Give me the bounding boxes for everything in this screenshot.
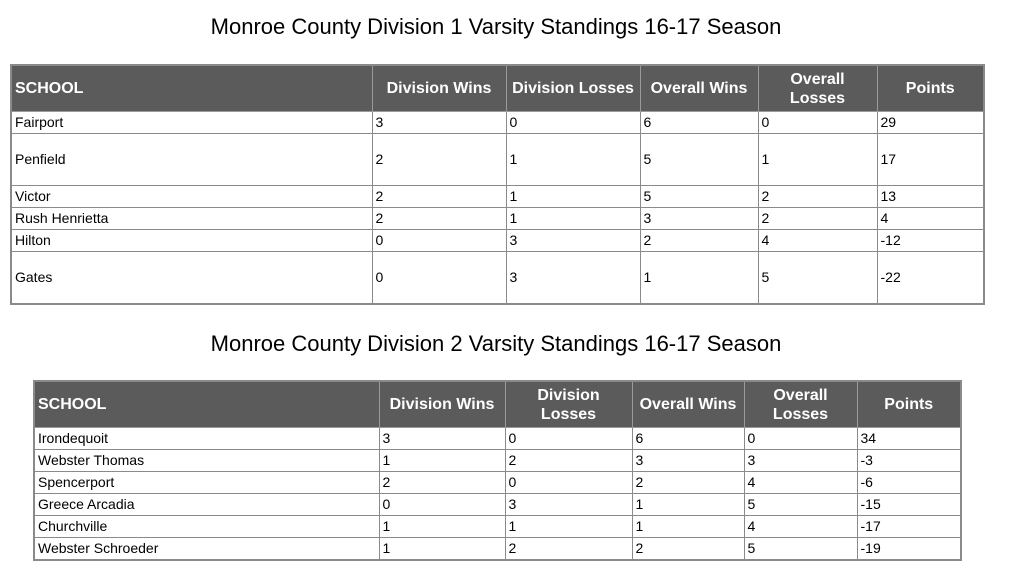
overall-wins-cell: 6 (640, 112, 758, 134)
school-cell: Spencerport (34, 472, 379, 494)
overall-wins-cell: 1 (640, 252, 758, 305)
table-row (11, 230, 984, 252)
division-wins-cell: 2 (372, 186, 506, 208)
division-wins-cell: 3 (372, 112, 506, 134)
points-cell: 4 (877, 208, 984, 230)
points-cell: 13 (877, 186, 984, 208)
table-row (34, 472, 961, 494)
division-wins-cell: 2 (372, 134, 506, 186)
overall-wins-cell: 5 (640, 186, 758, 208)
points-cell: -22 (877, 252, 984, 305)
overall-wins-cell: 1 (632, 516, 744, 538)
points-cell: 29 (877, 112, 984, 134)
school-cell: Gates (11, 252, 372, 305)
points-cell: -3 (857, 450, 961, 472)
table-header-row (34, 381, 961, 428)
school-cell: Penfield (11, 134, 372, 186)
overall-losses-cell: 1 (758, 134, 877, 186)
column-header-points: Points (857, 381, 961, 428)
division-losses-cell: 0 (505, 428, 632, 450)
points-cell: 34 (857, 428, 961, 450)
division-wins-cell: 1 (379, 538, 505, 561)
division-wins-cell: 0 (379, 494, 505, 516)
table-row (11, 134, 984, 186)
overall-losses-cell: 3 (744, 450, 857, 472)
division-losses-cell: 1 (506, 134, 640, 186)
school-cell: Hilton (11, 230, 372, 252)
table-header-row (11, 65, 984, 112)
division-wins-cell: 1 (379, 516, 505, 538)
overall-losses-cell: 0 (758, 112, 877, 134)
column-header-overall-losses: Overall Losses (744, 381, 857, 428)
school-cell: Rush Henrietta (11, 208, 372, 230)
column-header-points: Points (877, 65, 984, 112)
overall-wins-cell: 1 (632, 494, 744, 516)
division-wins-cell: 0 (372, 230, 506, 252)
division-losses-cell: 2 (505, 538, 632, 561)
overall-wins-cell: 2 (632, 538, 744, 561)
points-cell: 17 (877, 134, 984, 186)
school-cell: Fairport (11, 112, 372, 134)
overall-losses-cell: 4 (758, 230, 877, 252)
overall-losses-cell: 4 (744, 472, 857, 494)
column-header-overall-losses: Overall Losses (758, 65, 877, 112)
points-cell: -6 (857, 472, 961, 494)
school-cell: Webster Thomas (34, 450, 379, 472)
column-header-overall-wins: Overall Wins (640, 65, 758, 112)
overall-wins-cell: 2 (632, 472, 744, 494)
division-wins-cell: 0 (372, 252, 506, 305)
table-row (11, 186, 984, 208)
overall-losses-cell: 5 (744, 494, 857, 516)
division-losses-cell: 3 (505, 494, 632, 516)
overall-losses-cell: 4 (744, 516, 857, 538)
overall-wins-cell: 3 (632, 450, 744, 472)
division-wins-cell: 2 (372, 208, 506, 230)
table-row (34, 494, 961, 516)
table-row (34, 538, 961, 561)
school-cell: Churchville (34, 516, 379, 538)
overall-losses-cell: 5 (758, 252, 877, 305)
column-header-division-wins: Division Wins (379, 381, 505, 428)
division-losses-cell: 1 (505, 516, 632, 538)
table-row (11, 252, 984, 305)
table-row (11, 208, 984, 230)
division-losses-cell: 3 (506, 230, 640, 252)
division-losses-cell: 1 (506, 186, 640, 208)
overall-wins-cell: 5 (640, 134, 758, 186)
points-cell: -19 (857, 538, 961, 561)
division-losses-cell: 0 (505, 472, 632, 494)
table-row (34, 450, 961, 472)
column-header-school: SCHOOL (34, 381, 379, 428)
column-header-overall-wins: Overall Wins (632, 381, 744, 428)
table-row (34, 428, 961, 450)
division-wins-cell: 2 (379, 472, 505, 494)
division-wins-cell: 3 (379, 428, 505, 450)
column-header-school: SCHOOL (11, 65, 372, 112)
table-row (34, 516, 961, 538)
overall-wins-cell: 2 (640, 230, 758, 252)
column-header-division-losses: Division Losses (505, 381, 632, 428)
division1-standings-table (10, 64, 985, 305)
points-cell: -15 (857, 494, 961, 516)
table-row (11, 112, 984, 134)
overall-wins-cell: 3 (640, 208, 758, 230)
school-cell: Victor (11, 186, 372, 208)
overall-losses-cell: 5 (744, 538, 857, 561)
overall-losses-cell: 2 (758, 208, 877, 230)
school-cell: Greece Arcadia (34, 494, 379, 516)
school-cell: Webster Schroeder (34, 538, 379, 561)
points-cell: -12 (877, 230, 984, 252)
division-losses-cell: 1 (506, 208, 640, 230)
overall-losses-cell: 0 (744, 428, 857, 450)
column-header-division-wins: Division Wins (372, 65, 506, 112)
points-cell: -17 (857, 516, 961, 538)
division-losses-cell: 3 (506, 252, 640, 305)
division2-title: Monroe County Division 2 Varsity Standings 16-17 Season (210, 331, 782, 356)
school-cell: Irondequoit (34, 428, 379, 450)
overall-wins-cell: 6 (632, 428, 744, 450)
division-wins-cell: 1 (379, 450, 505, 472)
division-losses-cell: 2 (505, 450, 632, 472)
division2-standings-table (33, 380, 962, 561)
column-header-division-losses: Division Losses (506, 65, 640, 112)
overall-losses-cell: 2 (758, 186, 877, 208)
division1-title: Monroe County Division 1 Varsity Standings 16-17 Season (210, 14, 782, 39)
division-losses-cell: 0 (506, 112, 640, 134)
